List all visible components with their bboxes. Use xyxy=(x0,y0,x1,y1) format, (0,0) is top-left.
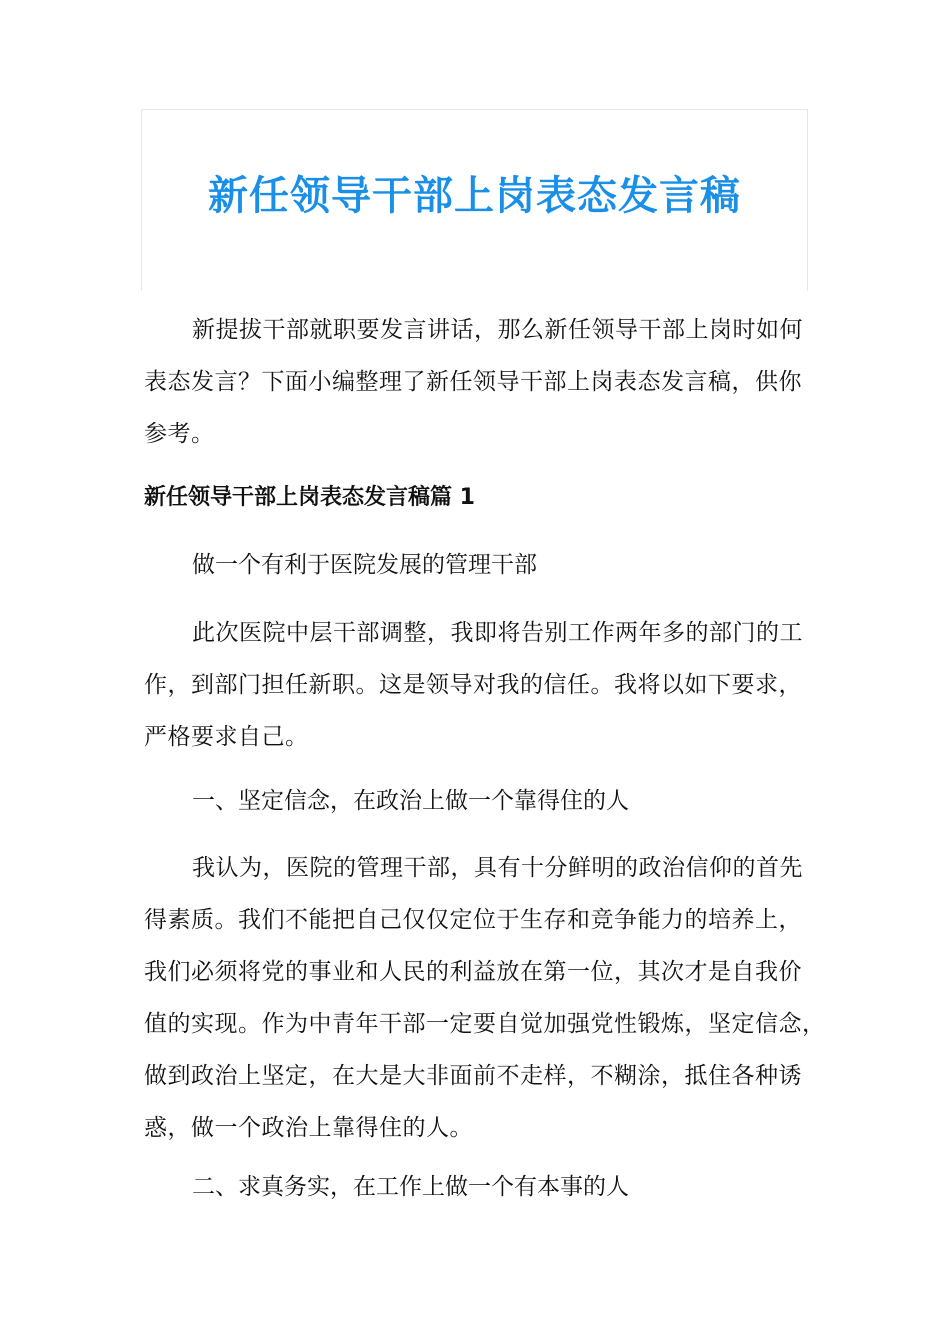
intro-line: 参考。 xyxy=(144,421,215,447)
paragraph-line: 惑，做一个政治上靠得住的人。 xyxy=(144,1115,473,1141)
paragraph-2 xyxy=(144,842,826,1154)
paragraph-line: 得素质。我们不能把自己仅仅定位于生存和竞争能力的培养上， xyxy=(144,907,802,933)
title-box xyxy=(141,109,808,291)
paragraph-line: 我们必须将党的事业和人民的利益放在第一位，其次才是自我价 xyxy=(144,959,802,985)
paragraph-line: 此次医院中层干部调整，我即将告别工作两年多的部门的工 xyxy=(192,620,803,646)
intro-line: 新提拔干部就职要发言讲话，那么新任领导干部上岗时如何 xyxy=(192,317,803,343)
subtitle: 做一个有利于医院发展的管理干部 xyxy=(192,552,537,578)
document-title: 新任领导干部上岗表态发言稿 xyxy=(208,173,741,219)
paragraph-1 xyxy=(144,607,808,763)
paragraph-line: 做到政治上坚定，在大是大非面前不走样，不糊涂，抵住各种诱 xyxy=(144,1063,802,1089)
section-heading: 新任领导干部上岗表态发言稿篇 1 xyxy=(144,485,475,510)
intro-paragraph xyxy=(144,304,808,460)
point-heading-1: 一、坚定信念，在政治上做一个靠得住的人 xyxy=(192,788,629,814)
intro-line: 表态发言？下面小编整理了新任领导干部上岗表态发言稿，供你 xyxy=(144,369,802,395)
paragraph-line: 值的实现。作为中青年干部一定要自觉加强党性锻炼，坚定信念， xyxy=(144,1011,826,1037)
paragraph-line: 作，到部门担任新职。这是领导对我的信任。我将以如下要求， xyxy=(144,672,802,698)
paragraph-line: 我认为，医院的管理干部，具有十分鲜明的政治信仰的首先 xyxy=(192,855,803,881)
paragraph-line: 严格要求自己。 xyxy=(144,724,309,750)
point-heading-2: 二、求真务实，在工作上做一个有本事的人 xyxy=(192,1174,629,1200)
